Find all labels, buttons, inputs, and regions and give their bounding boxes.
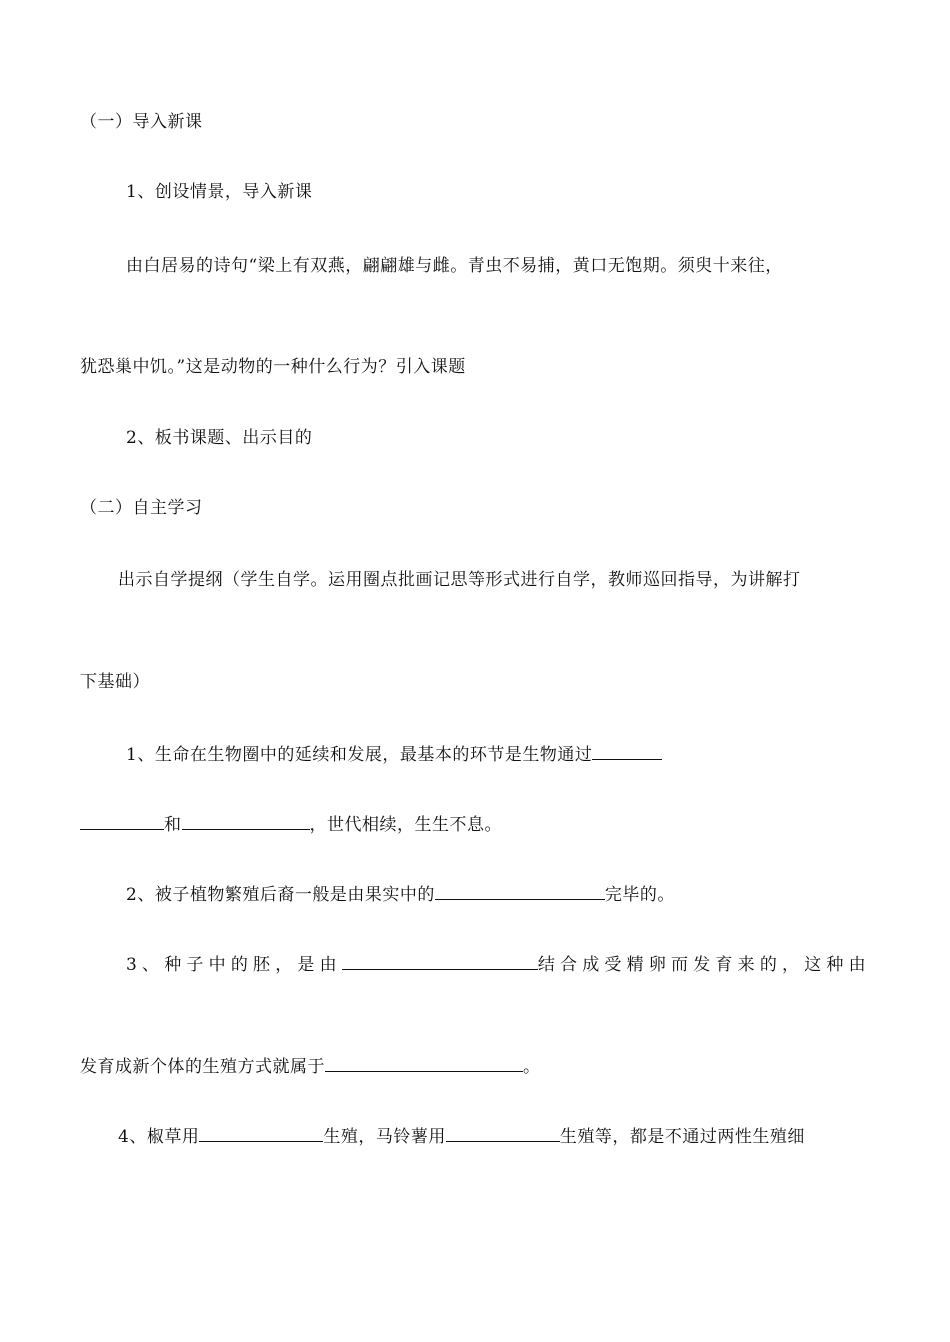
question-4-blank-2[interactable] bbox=[446, 1125, 560, 1142]
section1-item2: 2、板书课题、出示目的 bbox=[126, 428, 313, 448]
question-1-line2 bbox=[80, 813, 502, 836]
section1-paragraph-line1: 由白居易的诗句“梁上有双燕，翩翩雄与雌。青虫不易捕，黄口无饱期。须臾十来往， bbox=[126, 256, 783, 276]
question-1-text-a: 1、生命在生物圈中的延续和发展，最基本的环节是生物通过 bbox=[126, 745, 593, 765]
section1-item1: 1、创设情景，导入新课 bbox=[126, 182, 313, 202]
question-3-blank-2[interactable] bbox=[325, 1055, 523, 1072]
question-4-text-c: 生殖等，都是不通过两性生殖细 bbox=[559, 1127, 805, 1147]
question-4-blank-1[interactable] bbox=[199, 1125, 323, 1142]
section2-intro-line1: 出示自学提纲（学生自学。运用圈点批画记思等形式进行自学，教师巡回指导，为讲解打 bbox=[118, 570, 801, 590]
question-3-blank-1[interactable] bbox=[342, 953, 538, 970]
question-3-line1 bbox=[126, 953, 871, 976]
question-2-text-b: 完毕的。 bbox=[604, 885, 675, 905]
section1-heading: （一）导入新课 bbox=[80, 112, 203, 132]
section2-intro-line2: 下基础） bbox=[80, 672, 150, 692]
question-1-text-b: 和 bbox=[164, 815, 182, 835]
question-3-text-b: 结合成受精卵而发育来的，这种由 bbox=[537, 955, 871, 975]
section1-paragraph-line2: 犹恐巢中饥。”这是动物的一种什么行为？引入课题 bbox=[80, 357, 466, 377]
question-3-line2 bbox=[80, 1055, 541, 1078]
question-1-blank-2[interactable] bbox=[80, 813, 164, 830]
question-1-blank-1[interactable] bbox=[592, 743, 662, 760]
question-1-blank-3[interactable] bbox=[182, 813, 310, 830]
section2-heading: （二）自主学习 bbox=[80, 498, 203, 518]
question-2-line bbox=[126, 883, 675, 906]
question-4-text-b: 生殖，马铃薯用 bbox=[323, 1127, 446, 1147]
question-4-line bbox=[118, 1125, 805, 1148]
question-2-text-a: 2、被子植物繁殖后裔一般是由果实中的 bbox=[126, 885, 435, 905]
question-1-text-c: ，世代相续，生生不息。 bbox=[309, 815, 502, 835]
question-4-text-a: 4、椒草用 bbox=[118, 1127, 200, 1147]
question-3-text-c: 发育成新个体的生殖方式就属于 bbox=[80, 1057, 325, 1077]
question-3-text-d: 。 bbox=[523, 1057, 541, 1077]
question-2-blank[interactable] bbox=[435, 883, 605, 900]
question-1-line1 bbox=[126, 743, 662, 766]
question-3-text-a: 3、种子中的胚，是由 bbox=[126, 955, 342, 975]
